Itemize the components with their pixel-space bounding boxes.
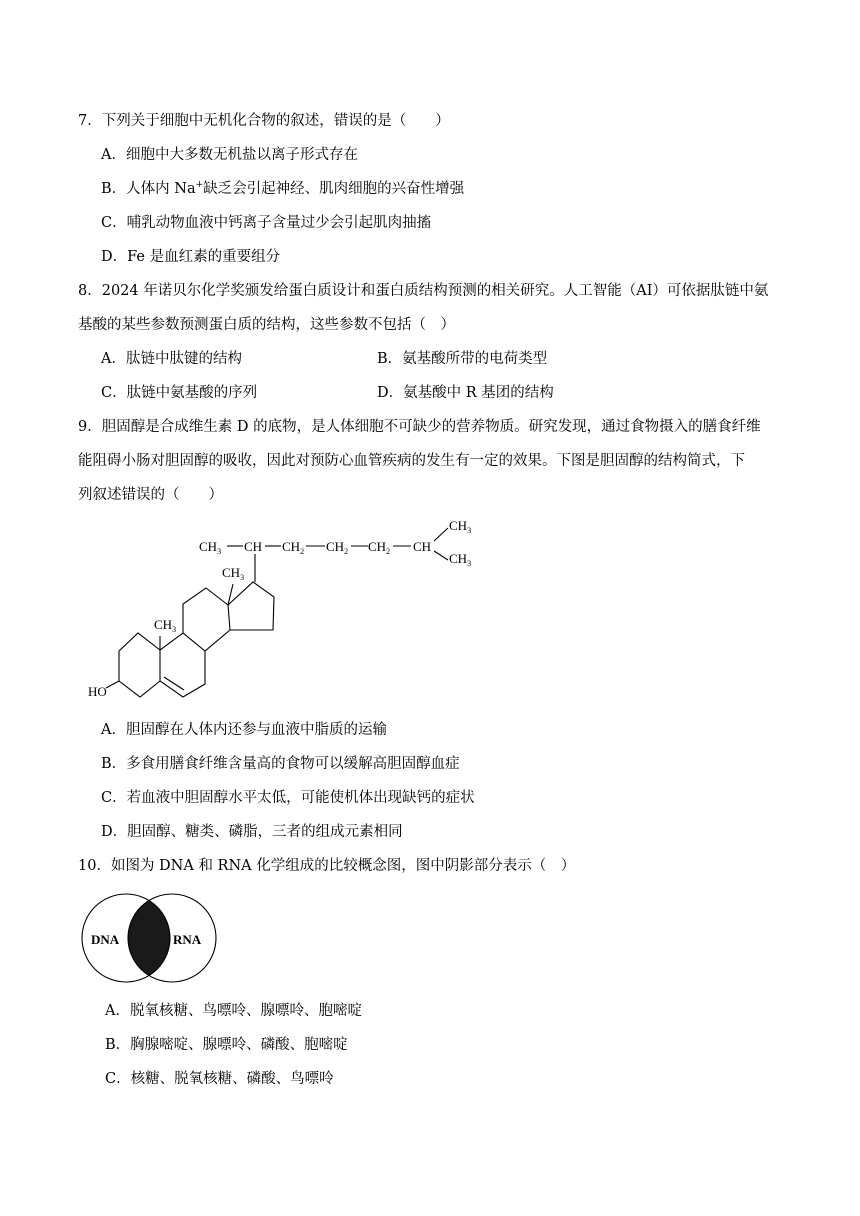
- svg-text:CH2: [326, 539, 348, 556]
- question-8-option-a[interactable]: A．肽链中肽键的结构: [101, 351, 242, 367]
- ch3-label: CH: [199, 539, 218, 554]
- sub2-label-2: 2: [344, 547, 349, 556]
- sub3-label: 3: [217, 547, 222, 556]
- question-9-stem-line1: 9．胆固醇是合成维生素 D 的底物，是人体细胞不可缺少的营养物质。研究发现，通过食物摄入的膳食纤维: [78, 419, 761, 435]
- question-8-stem-line2: 基酸的某些参数预测蛋白质的结构，这些参数不包括（ ）: [78, 317, 455, 333]
- ch3-label-c19: CH: [154, 617, 173, 632]
- ch-label-1: CH: [244, 539, 263, 554]
- question-10-option-b[interactable]: B．胸腺嘧啶、腺嘌呤、磷酸、胞嘧啶: [105, 1037, 348, 1053]
- question-9-option-b[interactable]: B．多食用膳食纤维含量高的食物可以缓解高胆固醇血症: [101, 756, 460, 772]
- question-9-option-c[interactable]: C．若血液中胆固醇水平太低，可能使机体出现缺钙的症状: [101, 790, 475, 806]
- question-8-stem-line1: 8．2024 年诺贝尔化学奖颁发给蛋白质设计和蛋白质结构预测的相关研究。人工智能（AI）可依据肽链中氨: [78, 283, 769, 299]
- option-b-tail: 缺乏会引起神经、肌肉细胞的兴奋性增强: [203, 181, 465, 197]
- ch2-label-3: CH: [368, 539, 387, 554]
- ch3-label-c18: CH: [222, 565, 241, 580]
- ch3-label-bottom: CH: [449, 551, 468, 566]
- svg-text:CH3: [154, 617, 176, 634]
- question-9-option-a[interactable]: A．胆固醇在人体内还参与血液中脂质的运输: [101, 722, 387, 738]
- question-10-option-c[interactable]: C．核糖、脱氧核糖、磷酸、鸟嘌呤: [105, 1071, 334, 1087]
- sodium-charge: +: [195, 180, 204, 191]
- svg-text:CH2: [368, 539, 390, 556]
- question-9-option-d[interactable]: D．胆固醇、糖类、磷脂，三者的组成元素相同: [101, 824, 403, 840]
- sub2-label-1: 2: [300, 547, 305, 556]
- svg-text:CH3: [449, 518, 471, 535]
- question-9-stem-line3: 列叙述错误的（ ）: [78, 487, 223, 503]
- ho-label: HO: [88, 684, 107, 699]
- option-b-text: B．人体内 Na: [101, 181, 196, 197]
- sub3-label-c18: 3: [240, 573, 245, 582]
- ch2-label-1: CH: [282, 539, 301, 554]
- ch2-label-2: CH: [326, 539, 345, 554]
- question-10-option-a[interactable]: A．脱氧核糖、鸟嘌呤、腺嘌呤、胞嘧啶: [105, 1003, 362, 1019]
- question-7-option-d[interactable]: D．Fe 是血红素的重要组分: [101, 249, 281, 265]
- question-7-stem: 7．下列关于细胞中无机化合物的叙述，错误的是（ ）: [78, 113, 450, 129]
- venn-dna-label: DNA: [91, 932, 120, 947]
- question-7-option-c[interactable]: C．哺乳动物血液中钙离子含量过少会引起肌肉抽搐: [101, 215, 432, 231]
- ch3-label-top: CH: [449, 518, 468, 533]
- question-10-stem: 10．如图为 DNA 和 RNA 化学组成的比较概念图，图中阴影部分表示（ ）: [78, 858, 576, 874]
- question-8-option-d[interactable]: D．氨基酸中 R 基团的结构: [377, 385, 554, 401]
- question-8-option-b[interactable]: B．氨基酸所带的电荷类型: [377, 351, 548, 367]
- dna-rna-venn-diagram: [80, 890, 220, 990]
- svg-text:CH3: [222, 565, 244, 582]
- svg-text:CH2: [282, 539, 304, 556]
- svg-text:CH3: [199, 539, 221, 556]
- question-8-option-c[interactable]: C．肽链中氨基酸的序列: [101, 385, 258, 401]
- question-9-stem-line2: 能阻碍小肠对胆固醇的吸收，因此对预防心血管疾病的发生有一定的效果。下图是胆固醇的结构简式，下: [78, 453, 745, 469]
- svg-text:CH3: [449, 551, 471, 568]
- sub2-label-3: 2: [386, 547, 391, 556]
- sub3-label-bottom: 3: [467, 559, 472, 568]
- sub3-label-top: 3: [467, 526, 472, 535]
- venn-rna-label: RNA: [173, 932, 202, 947]
- ch-label-2: CH: [413, 539, 432, 554]
- question-7-option-a[interactable]: A．细胞中大多数无机盐以离子形式存在: [101, 147, 358, 163]
- sub3-label-c19: 3: [172, 625, 177, 634]
